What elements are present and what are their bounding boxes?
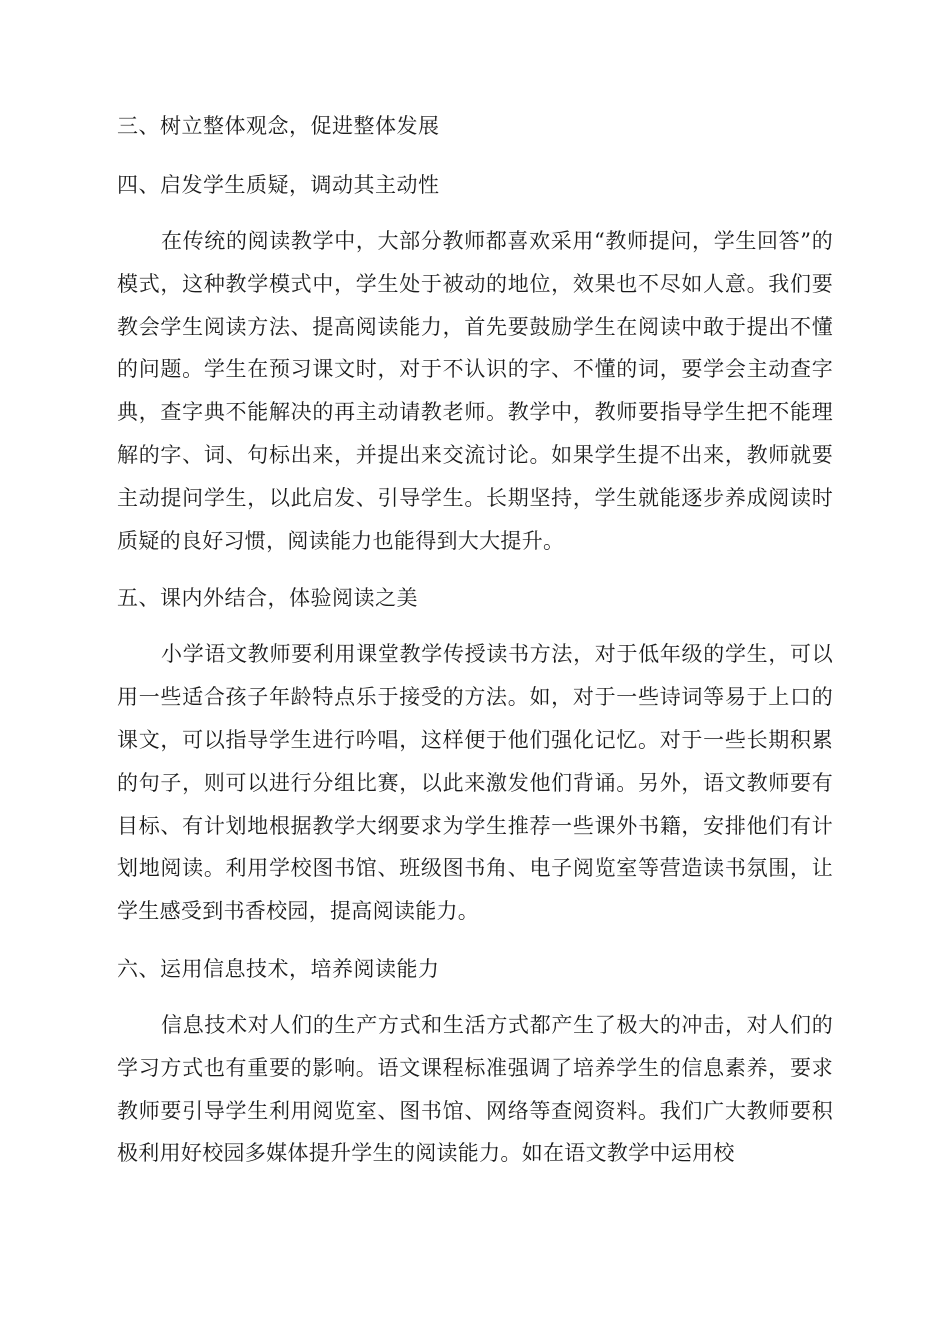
section-heading-4: 四、启发学生质疑，调动其主动性 (117, 173, 440, 197)
section-paragraph-5: 小学语文教师要利用课堂教学传授读书方法，对于低年级的学生，可以用一些适合孩子年龄特点乐于接受的方法。如，对于一些诗词等易于上口的课文，可以指导学生进行吟唱，这样便于他们强化记忆。对于一些长期积累的句子，则可以进行分组比赛，以此来激发他们背诵。另外，语文教师要有目标、有计划地根据教学大纲要求为学生推荐一些课外书籍，安排他们有计划地阅读。利用学校图书馆、班级图书角、电子阅览室等营造读书氛围，让学生感受到书香校园，提高阅读能力。 (117, 642, 833, 924)
section-heading-5: 五、课内外结合，体验阅读之美 (117, 586, 418, 611)
section-paragraph-4: 在传统的阅读教学中，大部分教师都喜欢采用“教师提问，学生回答”的模式，这种教学模式中，学生处于被动的地位，效果也不尽如人意。我们要教会学生阅读方法、提高阅读能力，首先要鼓励学生在阅读中敢于提出不懂的问题。学生在预习课文时，对于不认识的字、不懂的词，要学会主动查字典，查字典不能解决的再主动请教老师。教学中，教师要指导学生把不能理解的字、词、句标出来，并提出来交流讨论。如果学生提不出来，教师就要主动提问学生，以此启发、引导学生。长期坚持，学生就能逐步养成阅读时质疑的良好习惯，阅读能力也能得到大大提升。 (117, 229, 833, 553)
document-page (117, 105, 833, 1175)
section-paragraph-6: 信息技术对人们的生产方式和生活方式都产生了极大的冲击，对人们的学习方式也有重要的影响。语文课程标准强调了培养学生的信息素养，要求教师要引导学生利用阅览室、图书馆、网络等查阅资料。我们广大教师要积极利用好校园多媒体提升学生的阅读能力。如在语文教学中运用校 (117, 1012, 833, 1166)
section-heading-3: 三、树立整体观念，促进整体发展 (117, 114, 440, 138)
section-heading-6: 六、运用信息技术，培养阅读能力 (117, 956, 440, 981)
